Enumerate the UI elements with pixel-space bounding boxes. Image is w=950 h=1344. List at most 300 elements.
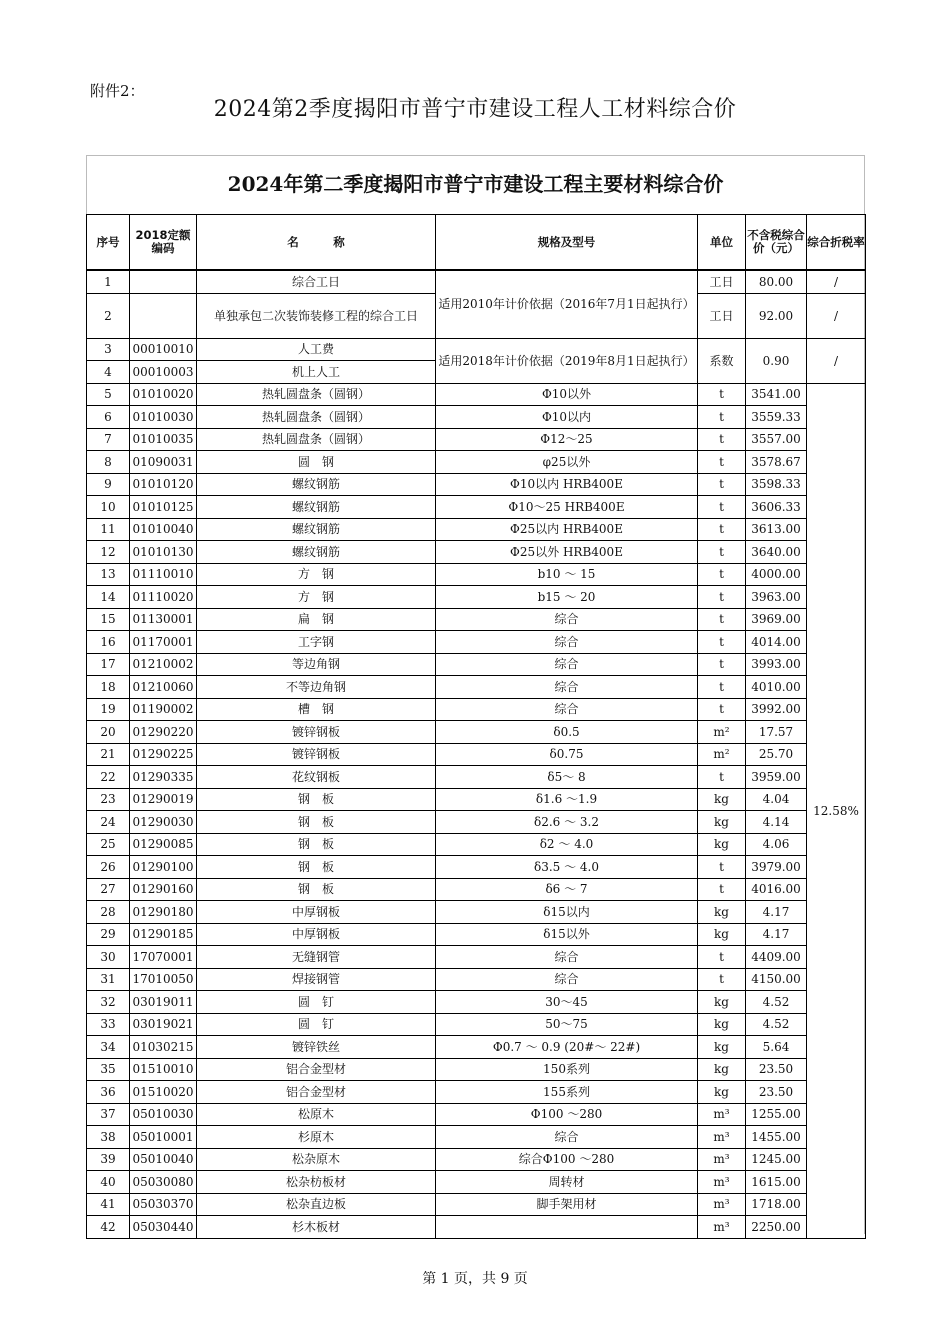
cell-name: 钢 板	[197, 811, 436, 834]
cell-seq: 3	[87, 338, 130, 361]
cell-code: 01010030	[130, 406, 197, 429]
table-row	[87, 856, 866, 879]
cell-unit: 系数	[698, 338, 746, 383]
cell-unit: m³	[698, 1171, 746, 1194]
cell-unit: kg	[698, 1036, 746, 1059]
cell-code: 01110020	[130, 586, 197, 609]
cell-price: 3541.00	[746, 383, 807, 406]
cell-spec: b10 ～ 15	[436, 563, 698, 586]
table-row	[87, 743, 866, 766]
cell-code: 01010125	[130, 496, 197, 519]
table-row	[87, 1058, 866, 1081]
cell-unit: kg	[698, 788, 746, 811]
cell-name: 钢 板	[197, 788, 436, 811]
cell-spec: 脚手架用材	[436, 1193, 698, 1216]
cell-unit: 工日	[698, 270, 746, 293]
cell-seq: 16	[87, 631, 130, 654]
table-row	[87, 383, 866, 406]
cell-seq: 29	[87, 923, 130, 946]
cell-spec: δ5～ 8	[436, 766, 698, 789]
cell-code: 01290019	[130, 788, 197, 811]
cell-spec: δ6 ～ 7	[436, 878, 698, 901]
cell-unit: t	[698, 968, 746, 991]
cell-unit: t	[698, 653, 746, 676]
cell-price: 4409.00	[746, 946, 807, 969]
cell-code: 01290085	[130, 833, 197, 856]
cell-seq: 34	[87, 1036, 130, 1059]
table-row	[87, 270, 866, 293]
cell-seq: 25	[87, 833, 130, 856]
header-price: 不含税综合价（元）	[746, 215, 807, 271]
cell-price: 4.52	[746, 1013, 807, 1036]
cell-seq: 31	[87, 968, 130, 991]
cell-spec: Φ10以内	[436, 406, 698, 429]
table-row	[87, 721, 866, 744]
cell-seq: 15	[87, 608, 130, 631]
table-row	[87, 451, 866, 474]
cell-spec: δ15以内	[436, 901, 698, 924]
cell-code: 05030080	[130, 1171, 197, 1194]
cell-code: 01510020	[130, 1081, 197, 1104]
cell-code: 01210002	[130, 653, 197, 676]
cell-spec: 综合	[436, 676, 698, 699]
cell-seq: 20	[87, 721, 130, 744]
cell-name: 人工费	[197, 338, 436, 361]
cell-price: 1718.00	[746, 1193, 807, 1216]
cell-code: 01290160	[130, 878, 197, 901]
cell-seq: 5	[87, 383, 130, 406]
cell-spec: 综合	[436, 653, 698, 676]
cell-unit: t	[698, 428, 746, 451]
cell-spec: Φ10～25 HRB400E	[436, 496, 698, 519]
cell-spec-2010: 适用2010年计价依据（2016年7月1日起执行）	[436, 270, 698, 338]
cell-name: 钢 板	[197, 856, 436, 879]
cell-price: 4.14	[746, 811, 807, 834]
cell-code	[130, 293, 197, 338]
table-row	[87, 1036, 866, 1059]
cell-seq: 7	[87, 428, 130, 451]
cell-seq: 42	[87, 1216, 130, 1239]
header-tax: 综合折税率	[807, 215, 866, 271]
cell-price: 23.50	[746, 1058, 807, 1081]
cell-code: 03019021	[130, 1013, 197, 1036]
cell-price: 3559.33	[746, 406, 807, 429]
cell-spec: 50～75	[436, 1013, 698, 1036]
cell-name: 槽 钢	[197, 698, 436, 721]
cell-unit: t	[698, 766, 746, 789]
cell-name: 无缝钢管	[197, 946, 436, 969]
cell-price: 0.90	[746, 338, 807, 383]
cell-code: 01510010	[130, 1058, 197, 1081]
cell-spec: Φ0.7 ～ 0.9 (20#～ 22#)	[436, 1036, 698, 1059]
cell-price: 4014.00	[746, 631, 807, 654]
cell-name: 螺纹钢筋	[197, 518, 436, 541]
cell-seq: 30	[87, 946, 130, 969]
cell-price: 3963.00	[746, 586, 807, 609]
cell-unit: m³	[698, 1103, 746, 1126]
cell-unit: t	[698, 383, 746, 406]
table-row	[87, 1013, 866, 1036]
table-row	[87, 1193, 866, 1216]
table-row	[87, 833, 866, 856]
cell-spec: Φ25以内 HRB400E	[436, 518, 698, 541]
cell-unit: t	[698, 518, 746, 541]
table-row	[87, 563, 866, 586]
cell-price: 3640.00	[746, 541, 807, 564]
table-row	[87, 766, 866, 789]
cell-spec: Φ25以外 HRB400E	[436, 541, 698, 564]
cell-name: 中厚钢板	[197, 901, 436, 924]
table-row	[87, 338, 866, 361]
table-row	[87, 991, 866, 1014]
table-row	[87, 541, 866, 564]
header-name: 名 称	[197, 215, 436, 271]
cell-name: 杉原木	[197, 1126, 436, 1149]
cell-spec: φ25以外	[436, 451, 698, 474]
cell-code: 01010020	[130, 383, 197, 406]
cell-unit: t	[698, 946, 746, 969]
cell-spec: 综合Φ100 ～280	[436, 1148, 698, 1171]
cell-price: 3959.00	[746, 766, 807, 789]
cell-code: 00010010	[130, 338, 197, 361]
cell-seq: 12	[87, 541, 130, 564]
cell-price: 2250.00	[746, 1216, 807, 1239]
cell-price: 4.17	[746, 901, 807, 924]
table-row	[87, 676, 866, 699]
cell-unit: kg	[698, 991, 746, 1014]
cell-price: 1245.00	[746, 1148, 807, 1171]
cell-tax: /	[807, 293, 866, 338]
table-row	[87, 968, 866, 991]
cell-spec: 30～45	[436, 991, 698, 1014]
cell-name: 螺纹钢筋	[197, 541, 436, 564]
cell-unit: m²	[698, 721, 746, 744]
table-row	[87, 1081, 866, 1104]
cell-price: 1455.00	[746, 1126, 807, 1149]
cell-unit: m³	[698, 1148, 746, 1171]
cell-name: 热轧圆盘条（圆钢）	[197, 428, 436, 451]
cell-price: 4.17	[746, 923, 807, 946]
cell-seq: 35	[87, 1058, 130, 1081]
cell-unit: kg	[698, 1081, 746, 1104]
cell-unit: t	[698, 541, 746, 564]
cell-seq: 17	[87, 653, 130, 676]
cell-seq: 19	[87, 698, 130, 721]
table-row	[87, 946, 866, 969]
cell-seq: 41	[87, 1193, 130, 1216]
cell-seq: 36	[87, 1081, 130, 1104]
cell-spec: δ3.5 ～ 4.0	[436, 856, 698, 879]
cell-price: 1255.00	[746, 1103, 807, 1126]
cell-unit: t	[698, 451, 746, 474]
cell-seq: 8	[87, 451, 130, 474]
table-row	[87, 1171, 866, 1194]
cell-code: 01290220	[130, 721, 197, 744]
table-row	[87, 428, 866, 451]
cell-seq: 24	[87, 811, 130, 834]
table-row	[87, 608, 866, 631]
cell-code: 01010120	[130, 473, 197, 496]
table-row	[87, 653, 866, 676]
header-seq: 序号	[87, 215, 130, 271]
cell-name: 等边角钢	[197, 653, 436, 676]
cell-unit: t	[698, 608, 746, 631]
cell-spec-2018: 适用2018年计价依据（2019年8月1日起执行）	[436, 338, 698, 383]
table-row	[87, 518, 866, 541]
cell-unit: m²	[698, 743, 746, 766]
cell-unit: t	[698, 631, 746, 654]
cell-unit: kg	[698, 1058, 746, 1081]
cell-code: 05010030	[130, 1103, 197, 1126]
cell-name: 圆 钉	[197, 991, 436, 1014]
cell-code: 01290180	[130, 901, 197, 924]
cell-name: 钢 板	[197, 878, 436, 901]
cell-unit: t	[698, 496, 746, 519]
cell-seq: 14	[87, 586, 130, 609]
cell-price: 3606.33	[746, 496, 807, 519]
cell-price: 92.00	[746, 293, 807, 338]
cell-name: 方 钢	[197, 563, 436, 586]
cell-code	[130, 270, 197, 293]
cell-unit: t	[698, 676, 746, 699]
page-footer: 第 1 页，共 9 页	[422, 1271, 528, 1287]
cell-code: 05010040	[130, 1148, 197, 1171]
cell-code: 01010130	[130, 541, 197, 564]
cell-spec	[436, 1216, 698, 1239]
cell-name: 工字钢	[197, 631, 436, 654]
cell-code: 01290030	[130, 811, 197, 834]
cell-seq: 21	[87, 743, 130, 766]
cell-seq: 23	[87, 788, 130, 811]
header-code: 2018定额编码	[130, 215, 197, 271]
cell-spec: 155系列	[436, 1081, 698, 1104]
cell-price: 17.57	[746, 721, 807, 744]
materials-price-table	[86, 214, 866, 1239]
table-row	[87, 631, 866, 654]
table-row	[87, 406, 866, 429]
cell-spec: δ15以外	[436, 923, 698, 946]
table-title: 2024年第二季度揭阳市普宁市建设工程主要材料综合价	[227, 172, 724, 196]
cell-price: 3969.00	[746, 608, 807, 631]
table-row	[87, 923, 866, 946]
cell-price: 1615.00	[746, 1171, 807, 1194]
cell-spec: 综合	[436, 946, 698, 969]
table-row	[87, 1126, 866, 1149]
cell-code: 00010003	[130, 361, 197, 384]
cell-code: 01290335	[130, 766, 197, 789]
table-row	[87, 811, 866, 834]
cell-spec: 周转材	[436, 1171, 698, 1194]
cell-name: 焊接钢管	[197, 968, 436, 991]
cell-unit: 工日	[698, 293, 746, 338]
cell-code: 05030370	[130, 1193, 197, 1216]
cell-unit: m³	[698, 1193, 746, 1216]
cell-price: 3979.00	[746, 856, 807, 879]
cell-seq: 39	[87, 1148, 130, 1171]
cell-seq: 11	[87, 518, 130, 541]
cell-name: 螺纹钢筋	[197, 496, 436, 519]
cell-seq: 4	[87, 361, 130, 384]
cell-price: 3578.67	[746, 451, 807, 474]
cell-code: 01130001	[130, 608, 197, 631]
cell-code: 01010040	[130, 518, 197, 541]
cell-seq: 10	[87, 496, 130, 519]
cell-unit: m³	[698, 1216, 746, 1239]
cell-seq: 28	[87, 901, 130, 924]
cell-unit: kg	[698, 901, 746, 924]
cell-spec: 综合	[436, 698, 698, 721]
cell-spec: 150系列	[436, 1058, 698, 1081]
cell-seq: 6	[87, 406, 130, 429]
cell-spec: δ0.75	[436, 743, 698, 766]
cell-price: 4016.00	[746, 878, 807, 901]
cell-price: 4.06	[746, 833, 807, 856]
cell-price: 4150.00	[746, 968, 807, 991]
cell-code: 01210060	[130, 676, 197, 699]
table-row	[87, 1216, 866, 1239]
cell-seq: 18	[87, 676, 130, 699]
cell-seq: 26	[87, 856, 130, 879]
cell-name: 螺纹钢筋	[197, 473, 436, 496]
cell-code: 01290225	[130, 743, 197, 766]
cell-price: 5.64	[746, 1036, 807, 1059]
table-row	[87, 496, 866, 519]
cell-tax: /	[807, 338, 866, 383]
cell-name: 热轧圆盘条（圆钢）	[197, 383, 436, 406]
cell-unit: t	[698, 586, 746, 609]
cell-name: 钢 板	[197, 833, 436, 856]
cell-code: 01090031	[130, 451, 197, 474]
cell-unit: t	[698, 698, 746, 721]
cell-unit: kg	[698, 811, 746, 834]
cell-spec: 综合	[436, 608, 698, 631]
cell-unit: kg	[698, 1013, 746, 1036]
cell-name: 不等边角钢	[197, 676, 436, 699]
cell-name: 松杂枋板材	[197, 1171, 436, 1194]
table-row	[87, 698, 866, 721]
cell-name: 中厚钢板	[197, 923, 436, 946]
cell-name: 杉木板材	[197, 1216, 436, 1239]
cell-price: 25.70	[746, 743, 807, 766]
cell-spec: δ2.6 ～ 3.2	[436, 811, 698, 834]
cell-seq: 2	[87, 293, 130, 338]
cell-name: 花纹钢板	[197, 766, 436, 789]
cell-unit: m³	[698, 1126, 746, 1149]
cell-seq: 37	[87, 1103, 130, 1126]
cell-price: 3598.33	[746, 473, 807, 496]
table-header-row	[87, 215, 866, 271]
cell-code: 01190002	[130, 698, 197, 721]
cell-code: 17010050	[130, 968, 197, 991]
cell-seq: 38	[87, 1126, 130, 1149]
cell-name: 铝合金型材	[197, 1081, 436, 1104]
cell-name: 松原木	[197, 1103, 436, 1126]
cell-name: 热轧圆盘条（圆钢）	[197, 406, 436, 429]
table-row	[87, 473, 866, 496]
cell-code: 01010035	[130, 428, 197, 451]
table-row	[87, 878, 866, 901]
cell-price: 3613.00	[746, 518, 807, 541]
cell-name: 松杂直边板	[197, 1193, 436, 1216]
header-spec: 规格及型号	[436, 215, 698, 271]
cell-code: 03019011	[130, 991, 197, 1014]
cell-spec: δ1.6 ～1.9	[436, 788, 698, 811]
document-title: 2024第2季度揭阳市普宁市建设工程人工材料综合价	[213, 97, 737, 122]
cell-spec: 综合	[436, 1126, 698, 1149]
cell-spec: 综合	[436, 968, 698, 991]
cell-spec: δ2 ～ 4.0	[436, 833, 698, 856]
cell-unit: kg	[698, 833, 746, 856]
cell-unit: t	[698, 563, 746, 586]
cell-unit: kg	[698, 923, 746, 946]
cell-price: 3993.00	[746, 653, 807, 676]
cell-tax: /	[807, 270, 866, 293]
cell-price: 80.00	[746, 270, 807, 293]
cell-code: 17070001	[130, 946, 197, 969]
cell-code: 01290100	[130, 856, 197, 879]
cell-name: 镀锌铁丝	[197, 1036, 436, 1059]
cell-price: 4.04	[746, 788, 807, 811]
cell-name: 镀锌钢板	[197, 721, 436, 744]
cell-spec: 综合	[436, 631, 698, 654]
table-row	[87, 586, 866, 609]
cell-name: 松杂原木	[197, 1148, 436, 1171]
cell-name: 综合工日	[197, 270, 436, 293]
cell-seq: 22	[87, 766, 130, 789]
cell-code: 05030440	[130, 1216, 197, 1239]
cell-code: 01290185	[130, 923, 197, 946]
cell-spec: Φ100 ～280	[436, 1103, 698, 1126]
cell-unit: t	[698, 473, 746, 496]
cell-unit: t	[698, 878, 746, 901]
table-row	[87, 1148, 866, 1171]
cell-seq: 9	[87, 473, 130, 496]
cell-price: 3992.00	[746, 698, 807, 721]
cell-unit: t	[698, 856, 746, 879]
cell-seq: 13	[87, 563, 130, 586]
cell-price: 23.50	[746, 1081, 807, 1104]
cell-price: 4.52	[746, 991, 807, 1014]
cell-spec: Φ12～25	[436, 428, 698, 451]
cell-spec: Φ10以内 HRB400E	[436, 473, 698, 496]
cell-price: 3557.00	[746, 428, 807, 451]
cell-name: 圆 钉	[197, 1013, 436, 1036]
cell-name: 镀锌钢板	[197, 743, 436, 766]
cell-unit: t	[698, 406, 746, 429]
cell-tax-rate: 12.58%	[807, 383, 866, 1238]
cell-spec: δ0.5	[436, 721, 698, 744]
attachment-label: 附件2：	[90, 82, 145, 100]
cell-seq: 1	[87, 270, 130, 293]
table-row	[87, 1103, 866, 1126]
table-row	[87, 788, 866, 811]
cell-spec: b15 ～ 20	[436, 586, 698, 609]
cell-code: 01030215	[130, 1036, 197, 1059]
cell-seq: 40	[87, 1171, 130, 1194]
header-unit: 单位	[698, 215, 746, 271]
cell-name: 圆 钢	[197, 451, 436, 474]
cell-code: 01110010	[130, 563, 197, 586]
cell-name: 扁 钢	[197, 608, 436, 631]
cell-seq: 27	[87, 878, 130, 901]
cell-code: 05010001	[130, 1126, 197, 1149]
cell-price: 4010.00	[746, 676, 807, 699]
cell-name: 铝合金型材	[197, 1058, 436, 1081]
cell-code: 01170001	[130, 631, 197, 654]
cell-price: 4000.00	[746, 563, 807, 586]
cell-name: 机上人工	[197, 361, 436, 384]
cell-name: 方 钢	[197, 586, 436, 609]
